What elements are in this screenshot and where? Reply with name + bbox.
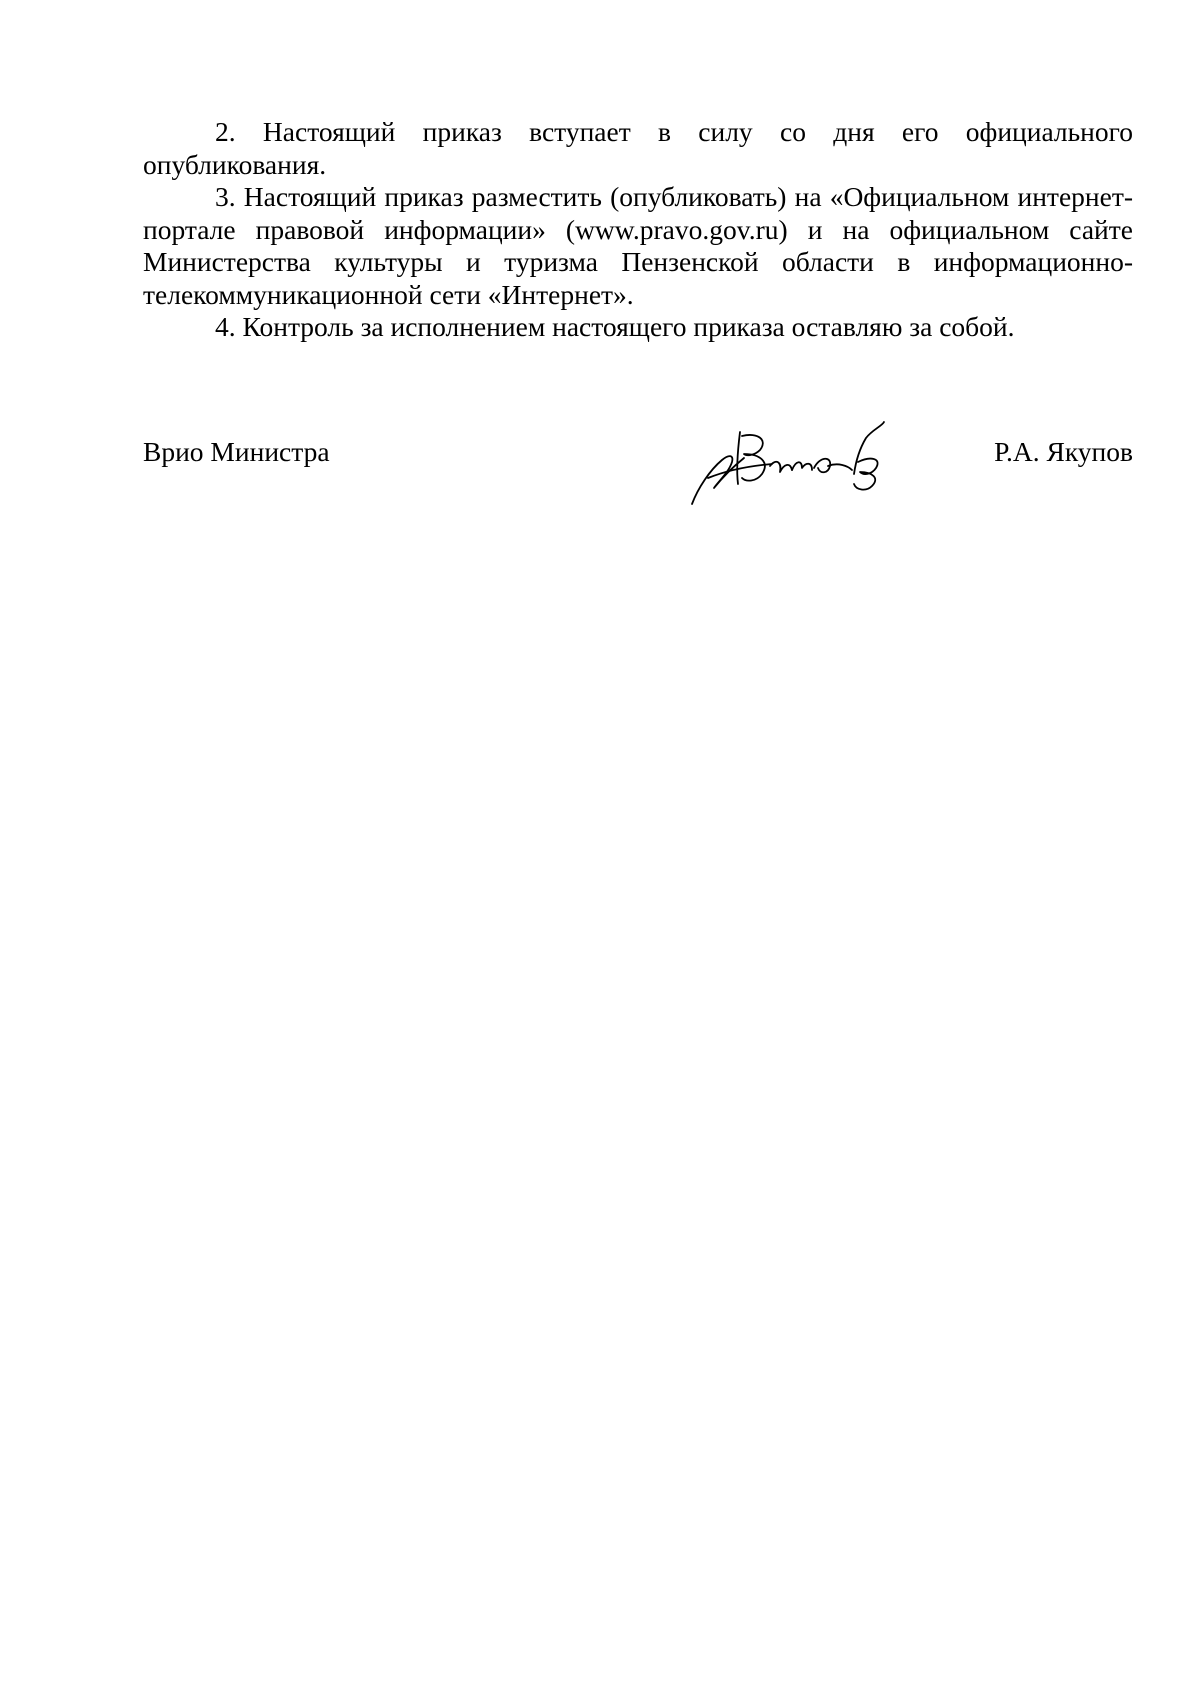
signature-block [143, 436, 1133, 476]
paragraph-control: 4. Контроль за исполнением настоящего приказа оставляю за собой. [215, 311, 1015, 342]
handwritten-signature-icon [688, 418, 918, 508]
paragraph-publication: 3. Настоящий приказ разместить (опубликовать) на «Официальном интернет-портале правовой информации» (www.pravo.gov.ru) и на официальном сайте Министерства культуры и туризма Пензенской области в информационно-телекоммуникационной сети «Интернет». [143, 181, 1133, 310]
signer-name: Р.А. Якупов [994, 436, 1133, 467]
order-body [143, 116, 1133, 344]
signer-position: Врио Министра [143, 436, 330, 467]
paragraph-effective-date: 2. Настоящий приказ вступает в силу со дня его официального опубликования. [143, 116, 1133, 180]
